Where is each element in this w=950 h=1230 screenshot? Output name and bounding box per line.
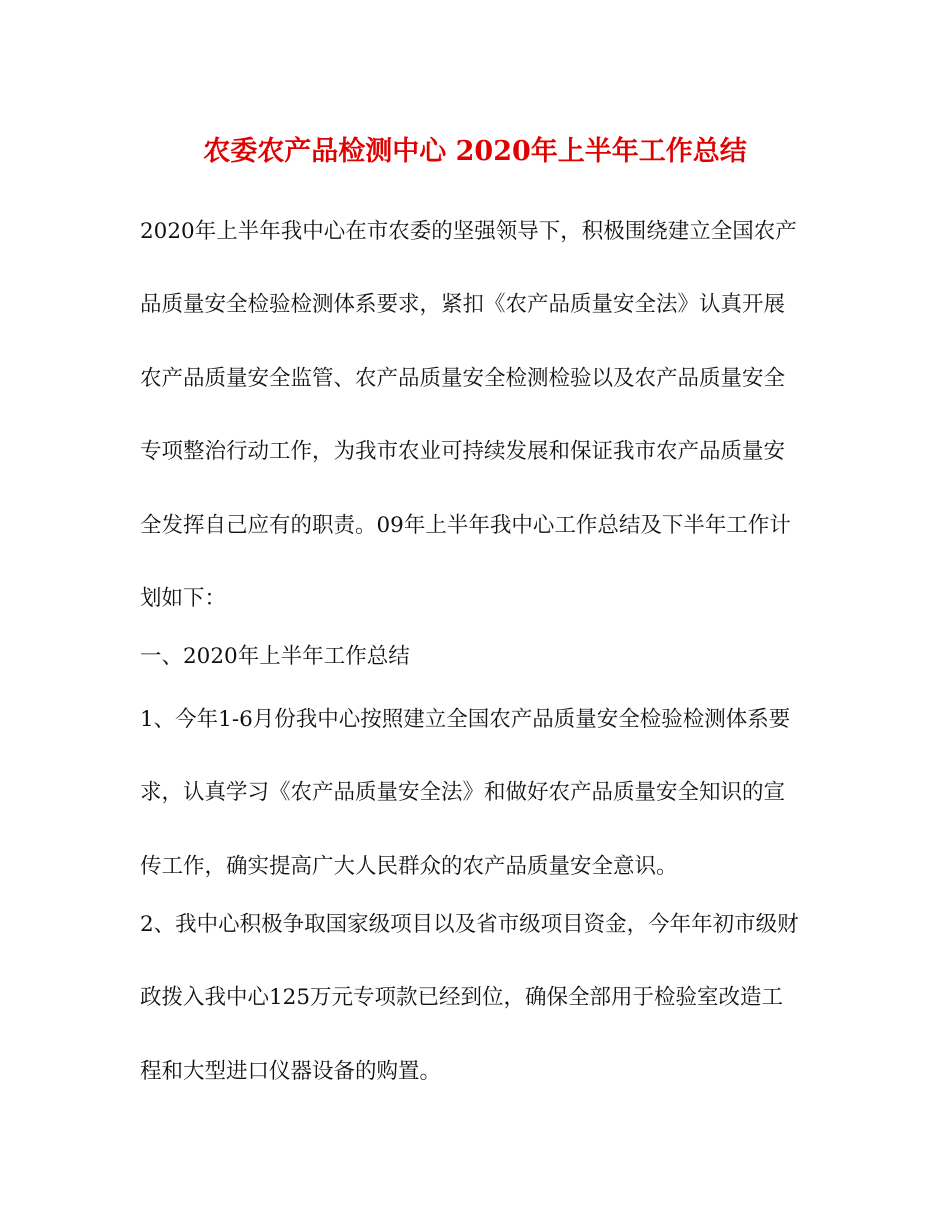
paragraph-line: 求，认真学习《农产品质量安全法》和做好农产品质量安全知识的宣 (140, 780, 786, 805)
paragraph-line: 传工作，确实提高广大人民群众的农产品质量安全意识。 (140, 854, 678, 879)
paragraph-line: 划如下： (140, 586, 227, 611)
paragraph-line: 品质量安全检验检测体系要求，紧扣《农产品质量安全法》认真开展 (140, 292, 786, 317)
paragraph-line: 2、我中心积极争取国家级项目以及省市级项目资金，今年年初市级财 (140, 912, 799, 937)
paragraph-line: 全发挥自己应有的职责。09年上半年我中心工作总结及下半年工作计 (140, 513, 791, 538)
section-heading: 一、2020年上半年工作总结 (140, 644, 410, 669)
paragraph-line: 1、今年1-6月份我中心按照建立全国农产品质量安全检验检测体系要 (140, 707, 791, 732)
paragraph-line: 专项整治行动工作，为我市农业可持续发展和保证我市农产品质量安 (140, 439, 786, 464)
paragraph-line: 2020年上半年我中心在市农委的坚强领导下，积极围绕建立全国农产 (140, 219, 797, 244)
document-title: 农委农产品检测中心 2020年上半年工作总结 (203, 136, 747, 167)
paragraph-line: 政拨入我中心125万元专项款已经到位，确保全部用于检验室改造工 (140, 985, 784, 1010)
paragraph-line: 农产品质量安全监管、农产品质量安全检测检验以及农产品质量安全 (140, 366, 786, 391)
paragraph-line: 程和大型进口仪器设备的购置。 (140, 1059, 442, 1084)
